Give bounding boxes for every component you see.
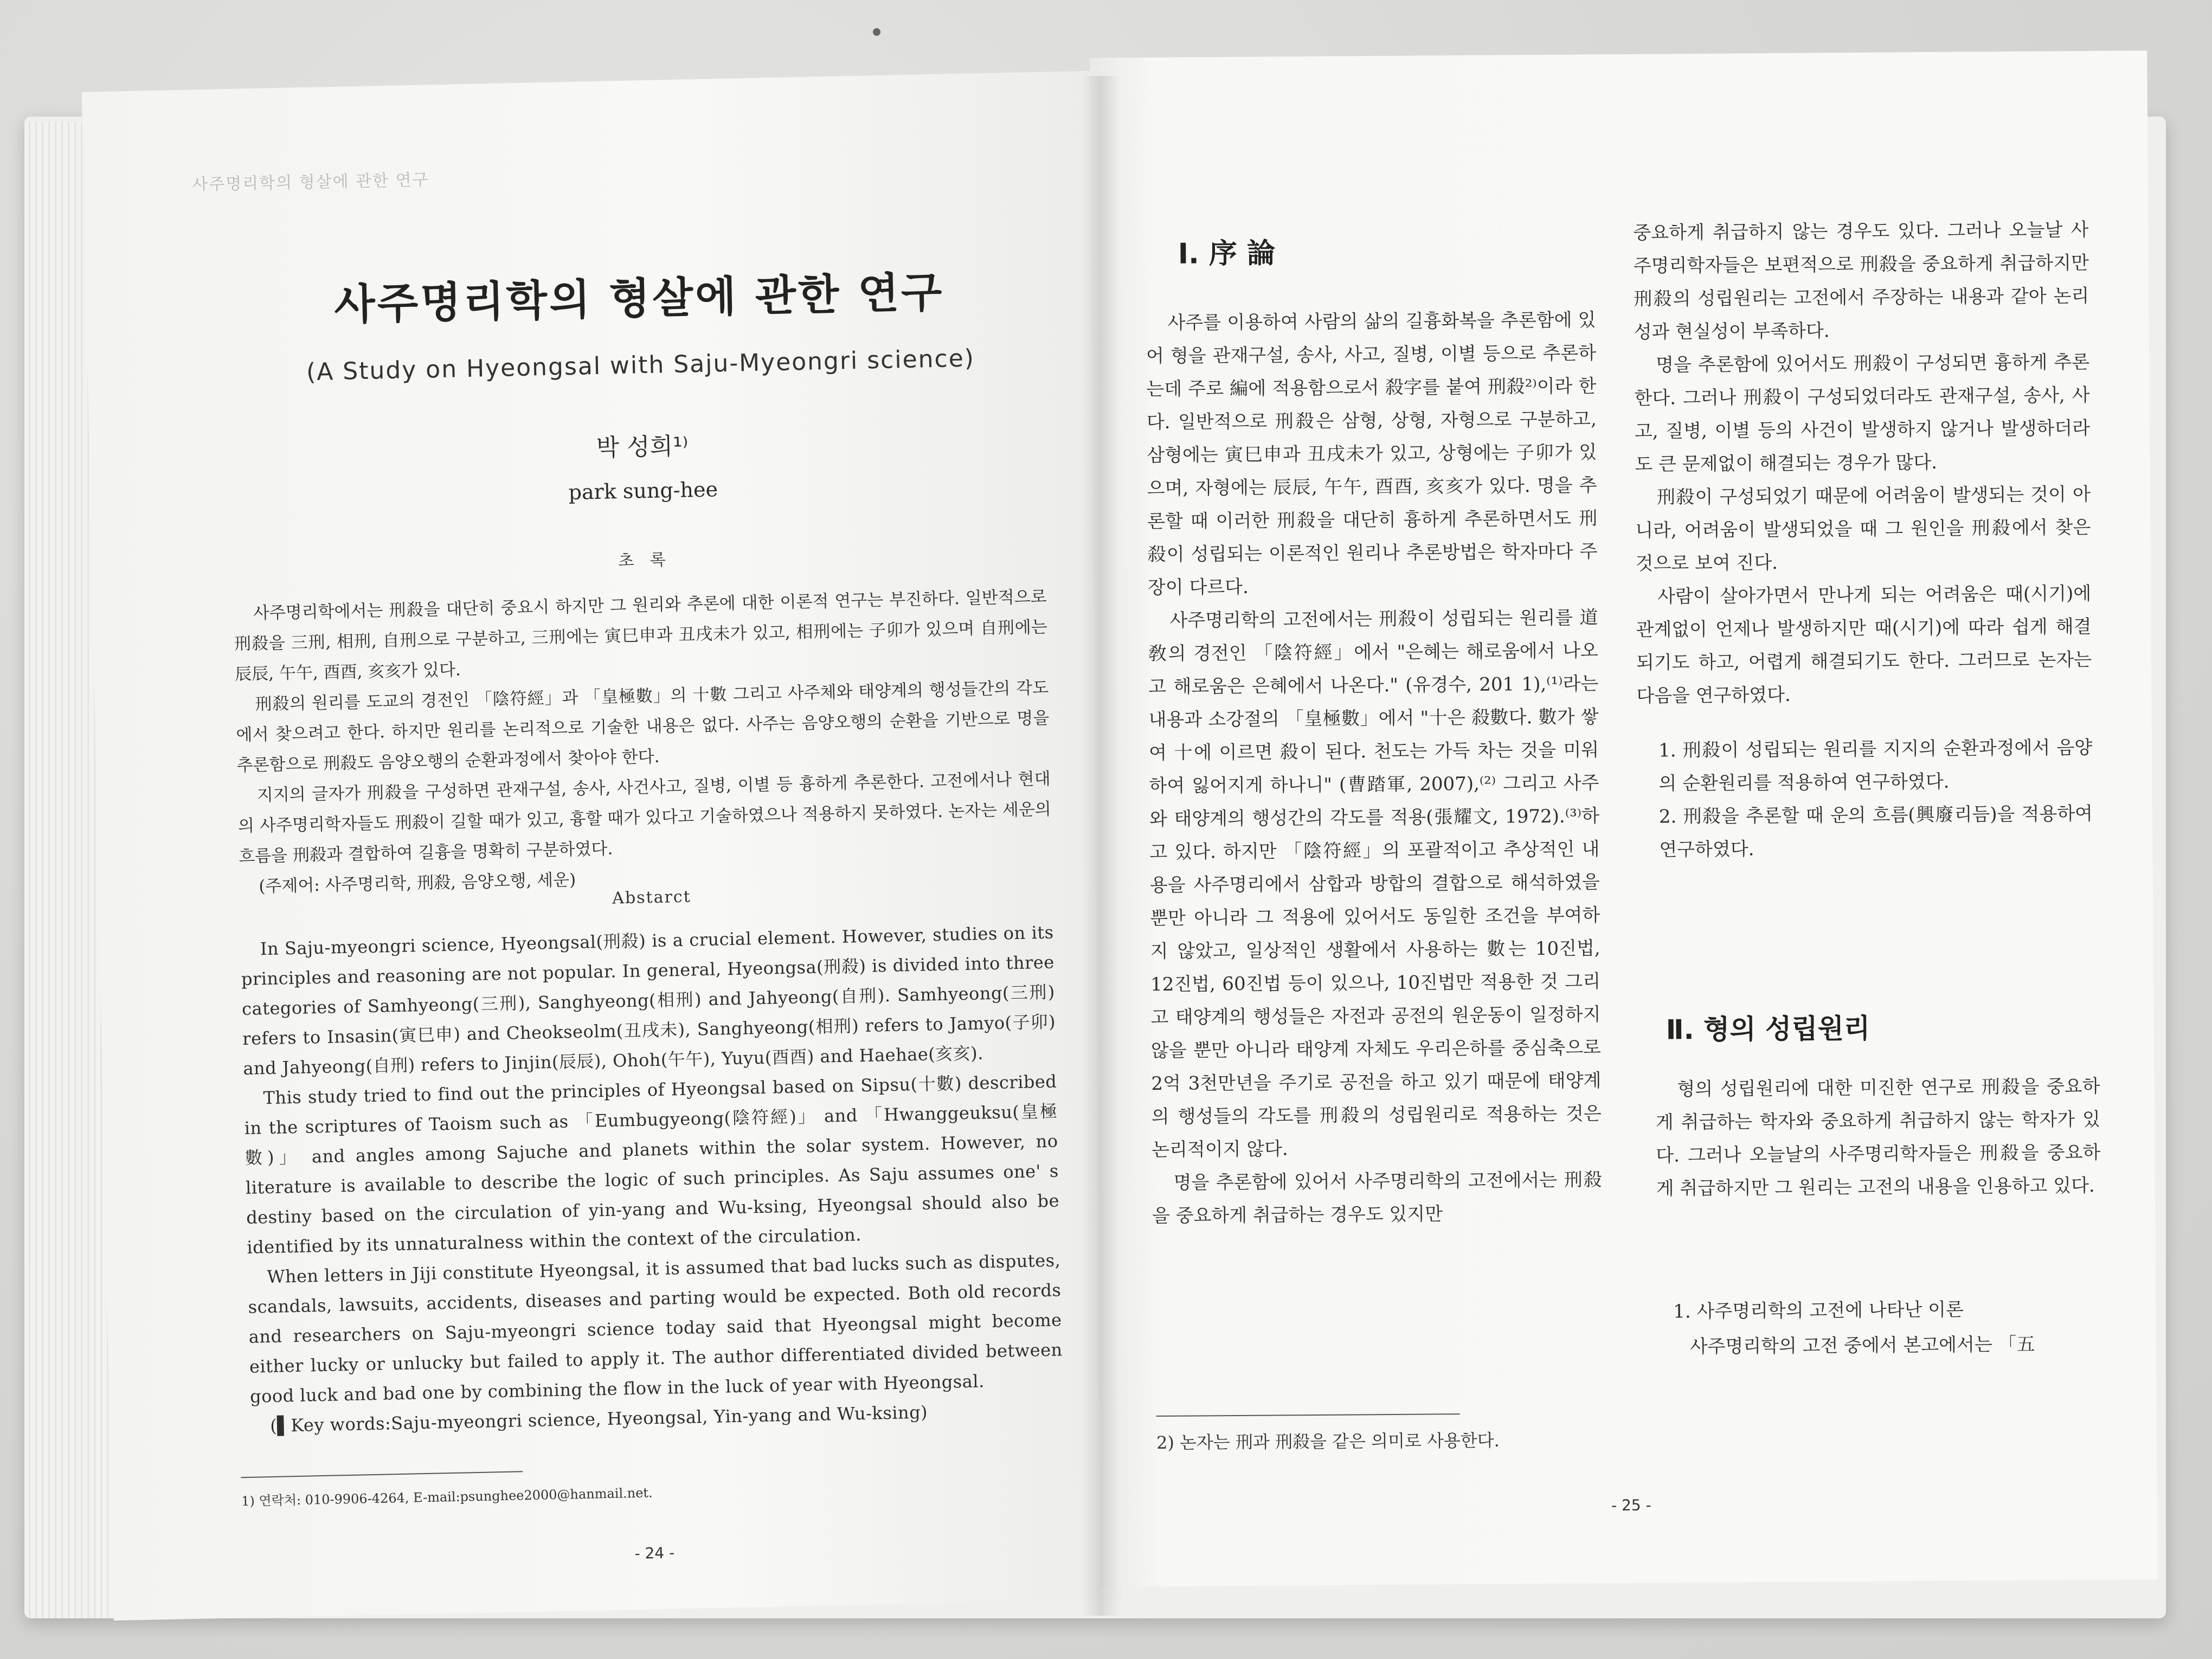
subsection-heading: 1. 사주명리학의 고전에 나타난 이론	[1673, 1298, 1964, 1323]
paper-title: 사주명리학의 형살에 관한 연구	[333, 268, 945, 330]
paper-subtitle: (A Study on Hyeongsal with Saju-Myeongri science)	[306, 344, 975, 387]
body-paragraph: 刑殺이 구성되었기 때문에 어려움이 발생되는 것이 아니라, 어려움이 발생되었을 때 그 원인을 刑殺에서 찾은 것으로 보여 진다.	[1635, 483, 2091, 575]
show-through-header: 사주명리학의 형살에 관한 연구	[191, 170, 429, 195]
footnote-rule	[1156, 1413, 1460, 1417]
footnote-contact: 1) 연락처: 010-9906-4264, E-mail:psunghee2000@hanmail.net.	[241, 1485, 653, 1509]
left-page	[82, 71, 1122, 1621]
korean-keywords: (주제어: 사주명리학, 刑殺, 음양오행, 세운)	[259, 870, 576, 897]
english-abstract-paragraph: In Saju-myeongri science, Hyeongsal(刑殺) is a crucial element. However, studies on its principles and reasoning are not popular. In general, Hyeongsa(刑殺) is divided into three categories of Samhyeong(三刑), Sanghyeong(相刑) and Jahyeong(自刑). Samhyeong(三刑) refers to Insasin(寅巳申) and Cheokseolm(丑戌未), Sanghyeong(相刑) refers to Jamyo(子卯) and Jahyeong(自刑) refers to Jinjin(辰辰), Ohoh(午午), Yuyu(酉酉) and Haehae(亥亥).	[241, 922, 1056, 1079]
right-column-2	[1633, 214, 2093, 867]
research-item: 1. 刑殺이 성립되는 원리를 지지의 순환과정에서 음양의 순환원리를 적용하여 연구하였다.	[1658, 736, 2093, 795]
english-abstract-label: Abstarct	[612, 887, 692, 908]
author-english: park sung-hee	[568, 477, 718, 505]
body-paragraph: 명을 추론함에 있어서 사주명리학의 고전에서는 刑殺을 중요하게 취급하는 경우도 있지만	[1152, 1169, 1602, 1227]
english-abstract-paragraph: When letters in Jiji constitute Hyeongsal, it is assumed that bad lucks such as disputes, scandals, lawsuits, accidents, diseases and parting would be expected. Both old records and researchers on Saju-myeongri science today said that Hyeongsal might become either lucky or unlucky but failed to apply it. The author differentiated divided between good luck and bad one by combining the flow in the luck of year with Hyeongsal.	[248, 1250, 1063, 1407]
english-abstract	[240, 918, 1064, 1442]
section-heading-introduction: Ⅰ. 序 論	[1178, 237, 1276, 271]
table-spot	[873, 28, 880, 36]
right-page	[1090, 50, 2158, 1587]
body-paragraph: 사람이 살아가면서 만나게 되는 어려움은 때(시기)에 관계없이 언제나 발생하지만 때(시기)에 따라 쉽게 해결되기도 하고, 어렵게 해결되기도 한다. 그러므로 논자는 다음을 연구하였다.	[1636, 582, 2092, 707]
body-paragraph: 중요하게 취급하지 않는 경우도 있다. 그러나 오늘날 사주명리학자들은 보편적으로 刑殺을 중요하게 취급하지만 刑殺의 성립원리는 고전에서 주장하는 내용과 같아 논리성과 현실성이 부족하다.	[1633, 218, 2089, 343]
body-paragraph: 사주를 이용하여 사람의 삶의 길흉화복을 추론함에 있어 형을 관재구설, 송사, 사고, 질병, 이별 등으로 추론하는데 주로 編에 적용함으로서 殺字를 붙여 刑殺²⁾이라 한다. 일반적으로 刑殺은 삼형, 상형, 자형으로 구분하고, 삼형에는 寅巳申과 丑戌未가 있고, 상형에는 子卯가 있으며, 자형에는 辰辰, 午午, 酉酉, 亥亥가 있다. 명을 추론할 때 이러한 刑殺을 대단히 흉하게 추론하면서도 刑殺이 성립되는 이론적인 원리나 추론방법은 학자마다 주장이 다르다.	[1146, 309, 1598, 599]
korean-abstract-label: 초 록	[618, 550, 672, 571]
body-paragraph: 명을 추론함에 있어서도 刑殺이 구성되면 흉하게 추론한다. 그러나 刑殺이 구성되었더라도 관재구설, 송사, 사고, 질병, 이별 등의 사건이 발생하지 않거나 발생하더라도 큰 문제없이 해결되는 경우가 많다.	[1634, 351, 2091, 475]
body-paragraph: 형의 성립원리에 대한 미진한 연구로 刑殺을 중요하게 취급하는 학자와 중요하게 취급하지 않는 학자가 있다. 그러나 오늘날의 사주명리학자들은 刑殺을 중요하게 취급하지만 그 원리는 고전의 내용을 인용하고 있다.	[1655, 1075, 2101, 1200]
korean-abstract-paragraph: 지지의 글자가 刑殺을 구성하면 관재구설, 송사, 사건사고, 질병, 이별 등 흉하게 추론한다. 고전에서나 현대의 사주명리학자들도 刑殺이 길할 때가 있고, 흉할 때가 있다고 기술하였으나 적용하지 못하였다. 논자는 세운의 흐름을 刑殺과 결합하여 길흉을 명확히 구분하였다.	[237, 769, 1052, 867]
english-abstract-paragraph: This study tried to find out the principles of Hyeongsal based on Sipsu(十數) described in the scriptures of Taoism such as 「Eumbugyeong(陰符經)」 and 「Hwanggeuksu(皇極數)」 and angles among Sajuche and planets within the solar system. However, no literature is available to describe the logic of such principles. As Saju assumes one' s destiny based on the circulation of yin-yang and Wu-ksing, Hyeongsal should also be identified by its unnaturalness within the context of the circulation.	[244, 1071, 1060, 1258]
book-gutter	[1082, 76, 1120, 1616]
body-line: 사주명리학의 고전 중에서 본고에서는 「五	[1689, 1333, 2035, 1358]
section-2-body	[1655, 1070, 2101, 1206]
korean-abstract-paragraph: 刑殺의 원리를 도교의 경전인 「陰符經」과 「皇極數」의 十數 그리고 사주체와 태양계의 행성들간의 각도에서 찾으려고 한다. 하지만 원리를 논리적으로 기술한 내용은 없다. 사주는 음양오행의 순환을 기반으로 명을 추론함으로 刑殺도 음양오행의 순환과정에서 찾아야 한다.	[236, 678, 1050, 776]
korean-abstract	[233, 582, 1052, 902]
right-column-1	[1146, 304, 1602, 1233]
research-item: 2. 刑殺을 추론할 때 운의 흐름(興廢리듬)을 적용하여 연구하였다.	[1658, 802, 2093, 861]
page-number: - 24 -	[634, 1544, 675, 1563]
english-keywords: (▌Key words:Saju-myeongri science, Hyeongsal, Yin-yang and Wu-ksing)	[269, 1401, 928, 1437]
author-korean: 박 성희¹⁾	[596, 432, 689, 462]
page-number: - 25 -	[1611, 1496, 1651, 1515]
body-paragraph: 사주명리학의 고전에서는 刑殺이 성립되는 원리를 道敎의 경전인 「陰符經」에서 "은혜는 해로움에서 나오고 해로움은 은혜에서 나온다." (유경수, 201 1),⁽¹⁾라는 내용과 소강절의 「皇極數」에서 "十은 殺數다. 數가 쌓여 十에 이르면 殺이 된다. 천도는 가득 차는 것을 미워하여 잃어지게 하나니" (曹踏軍, 2007),⁽²⁾ 그리고 사주와 태양계의 행성간의 각도를 적용(張耀文, 1972).⁽³⁾하고 있다. 하지만 「陰符經」의 포괄적이고 추상적인 내용을 사주명리에서 삼합과 방합의 결합으로 해석하였을 뿐만 아니라 그 적용에 있어서도 동일한 조건을 부여하지 않았고, 일상적인 생활에서 사용하는 數는 10진법, 12진법, 60진법 등이 있으나, 10진법만 적용한 것 그리고 태양계의 행성들은 자전과 공전의 원운동이 일정하지 않을 뿐만 아니라 태양계 자체도 우리은하를 중심축으로 2억 3천만년을 주기로 공전을 하고 있기 때문에 태양계의 행성들의 각도를 刑殺의 성립원리로 적용하는 것은 논리적이지 않다.	[1148, 607, 1602, 1161]
korean-abstract-paragraph: 사주명리학에서는 刑殺을 대단히 중요시 하지만 그 원리와 추론에 대한 이론적 연구는 부진하다. 일반적으로 刑殺을 三刑, 相刑, 自刑으로 구분하고, 三刑에는 寅巳申과 丑戌未가 있고, 相刑에는 子卯가 있으며 自刑에는 辰辰, 午午, 酉酉, 亥亥가 있다.	[234, 587, 1048, 685]
section-heading-principle: Ⅱ. 형의 성립원리	[1666, 1012, 1870, 1046]
footnote-2: 2) 논자는 刑과 刑殺을 같은 의미로 사용한다.	[1156, 1430, 1500, 1454]
footnote-rule	[241, 1471, 523, 1478]
